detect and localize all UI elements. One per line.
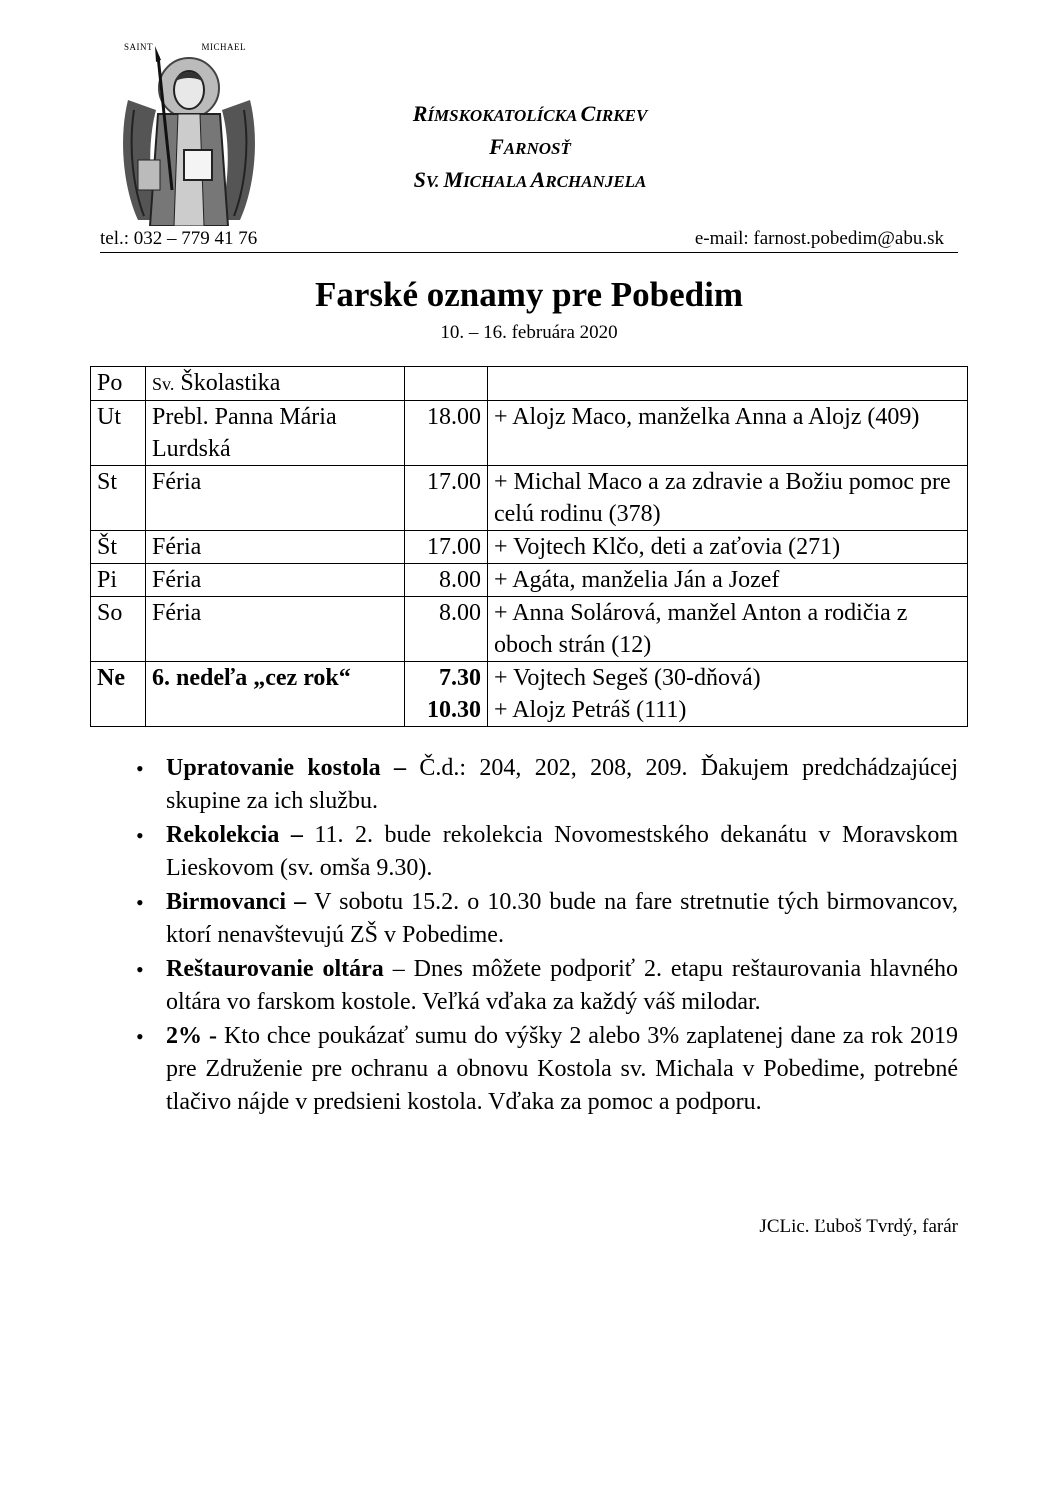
feast-cell: Féria [146,466,405,531]
time-cell: 17.00 [405,466,488,531]
contact-line [100,228,958,253]
day-cell: Ne [91,662,146,727]
time-cell: 17.00 [405,531,488,564]
day-cell: Št [91,531,146,564]
day-cell: So [91,597,146,662]
intention-cell: + Vojtech Klčo, deti a zaťovia (271) [488,531,968,564]
bullet-icon: • [136,1024,144,1049]
page-title: Farské oznamy pre Pobedim [314,275,744,314]
intention-cell: + Alojz Maco, manželka Anna a Alojz (409) [488,401,968,466]
feast-cell: Sv. Školastika [146,367,405,401]
table-row [91,662,968,727]
day-cell: St [91,466,146,531]
feast-cell: Prebl. Panna Mária Lurdská [146,401,405,466]
bullet-icon: • [136,957,144,982]
header-church: RÍMSKOKATOLÍCKA CIRKEV [412,101,648,126]
table-row [91,564,968,597]
feast-cell: 6. nedeľa „cez rok“ [146,662,405,727]
list-item: • 2% - Kto chce poukázať sumu do výšky 2 alebo 3% zaplatenej dane za rok 2019 pre Združenie pre ochranu a obnovu Kostola sv. Michala v Pobedime, potrebné tlačivo nájde v predsieni kostola. Vďaka za pomoc a podporu. [126,1020,958,1119]
time-cell [405,367,488,401]
list-item: • Birmovanci – V sobotu 15.2. o 10.30 bude na fare stretnutie tých birmovancov, ktorí nenavštevujú ZŠ v Pobedime. [126,886,958,952]
table-row [91,401,968,466]
archangel-icon [118,40,260,226]
table-row [91,466,968,531]
intention-cell: + Vojtech Segeš (30-dňová) + Alojz Petráš (111) [488,662,968,727]
day-cell: Po [91,367,146,401]
phone-number: tel.: 032 – 779 41 76 [100,228,258,249]
signature: JCLic. Ľuboš Tvrdý, farár [759,1216,958,1237]
feast-cell: Féria [146,564,405,597]
parish-header [300,98,760,197]
mass-schedule-table [90,366,968,727]
table-row [91,367,968,401]
feast-cell: Féria [146,531,405,564]
bullet-icon: • [136,756,144,781]
header-saint: SV. MICHALA ARCHANJELA [413,167,647,192]
time-cell: 18.00 [405,401,488,466]
icon-caption-saint: SAINT [124,42,153,52]
header-parish: FARNOSŤ [489,134,571,159]
day-cell: Pi [91,564,146,597]
email-address: e-mail: farnost.pobedim@abu.sk [694,228,944,249]
list-item: • Upratovanie kostola – Č.d.: 204, 202, 208, 209. Ďakujem predchádzajúcej skupine za ich službu. [126,752,958,818]
icon-caption-michael: MICHAEL [201,42,246,52]
time-cell: 8.00 [405,597,488,662]
announcements-list [126,752,958,1120]
intention-cell: + Anna Solárová, manžel Anton a rodičia z oboch strán (12) [488,597,968,662]
intention-cell [488,367,968,401]
list-item: • Reštaurovanie oltára – Dnes môžete podporiť 2. etapu reštaurovania hlavného oltára vo farskom kostole. Veľká vďaka za každý váš milodar. [126,953,958,1019]
intention-cell: + Michal Maco a za zdravie a Božiu pomoc pre celú rodinu (378) [488,466,968,531]
time-cell: 7.30 10.30 [405,662,488,727]
day-cell: Ut [91,401,146,466]
list-item: • Rekolekcia – 11. 2. bude rekolekcia Novomestského dekanátu v Moravskom Lieskovom (sv. omša 9.30). [126,819,958,885]
bullet-icon: • [136,823,144,848]
table-row [91,597,968,662]
feast-cell: Féria [146,597,405,662]
time-cell: 8.00 [405,564,488,597]
saint-michael-icon-image [118,40,260,226]
intention-cell: + Agáta, manželia Ján a Jozef [488,564,968,597]
date-range: 10. – 16. februára 2020 [440,322,618,343]
table-row [91,531,968,564]
bullet-icon: • [136,890,144,915]
